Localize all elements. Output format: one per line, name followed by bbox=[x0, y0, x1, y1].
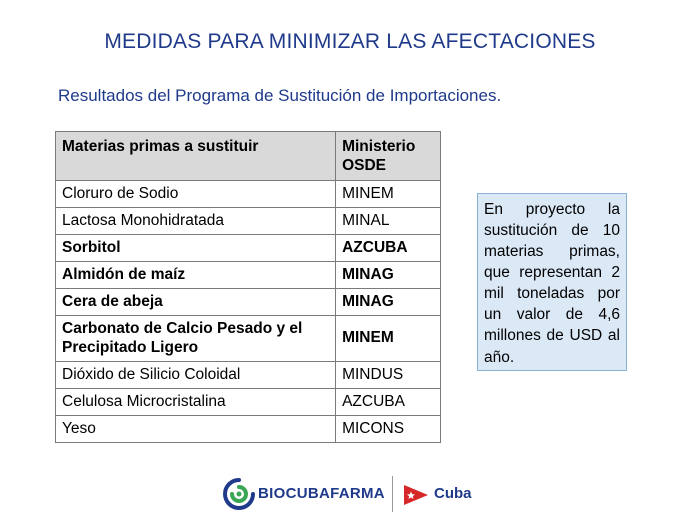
table-row bbox=[56, 207, 441, 234]
table-row bbox=[56, 361, 441, 388]
materials-table bbox=[55, 131, 441, 443]
table-header-row bbox=[56, 132, 441, 181]
project-note-box: En proyecto la sustitución de 10 materias primas, que representan 2 mil toneladas por un valor de 4,6 millones de USD al año. bbox=[477, 193, 627, 371]
table-row bbox=[56, 315, 441, 361]
table-row bbox=[56, 261, 441, 288]
cell-material: Carbonato de Calcio Pesado y el Precipitado Ligero bbox=[56, 315, 336, 361]
cell-material: Sorbitol bbox=[56, 234, 336, 261]
cell-material: Almidón de maíz bbox=[56, 261, 336, 288]
cell-material: Dióxido de Silicio Coloidal bbox=[56, 361, 336, 388]
logo-divider bbox=[392, 476, 393, 512]
cell-material: Cera de abeja bbox=[56, 288, 336, 315]
table-row bbox=[56, 388, 441, 415]
table-row bbox=[56, 234, 441, 261]
table-row bbox=[56, 415, 441, 442]
cell-ministry: MINAG bbox=[336, 261, 441, 288]
header-ministry-line1: Ministerio bbox=[342, 138, 416, 155]
cell-ministry: MICONS bbox=[336, 415, 441, 442]
biocubafarma-logo-icon bbox=[222, 477, 256, 511]
cell-material: Lactosa Monohidratada bbox=[56, 207, 336, 234]
biocubafarma-logo-text: BIOCUBAFARMA bbox=[258, 485, 385, 502]
header-ministry bbox=[336, 132, 441, 181]
cell-ministry: AZCUBA bbox=[336, 234, 441, 261]
cell-ministry: AZCUBA bbox=[336, 388, 441, 415]
table-row bbox=[56, 180, 441, 207]
slide-title: MEDIDAS PARA MINIMIZAR LAS AFECTACIONES bbox=[104, 30, 596, 53]
cuba-logo-text: Cuba bbox=[434, 485, 472, 502]
cell-material: Yeso bbox=[56, 415, 336, 442]
cell-ministry: MINDUS bbox=[336, 361, 441, 388]
cell-ministry: MINAL bbox=[336, 207, 441, 234]
header-ministry-line2: OSDE bbox=[342, 157, 387, 175]
header-materials: Materias primas a sustituir bbox=[56, 132, 336, 181]
footer-logos bbox=[222, 476, 482, 512]
slide-subtitle: Resultados del Programa de Sustitución de Importaciones. bbox=[58, 86, 502, 105]
cuba-flag-icon bbox=[402, 482, 432, 508]
table-row bbox=[56, 288, 441, 315]
cell-material: Celulosa Microcristalina bbox=[56, 388, 336, 415]
cell-material: Cloruro de Sodio bbox=[56, 180, 336, 207]
cell-ministry: MINEM bbox=[336, 180, 441, 207]
cell-ministry: MINAG bbox=[336, 288, 441, 315]
cell-ministry: MINEM bbox=[336, 315, 441, 361]
